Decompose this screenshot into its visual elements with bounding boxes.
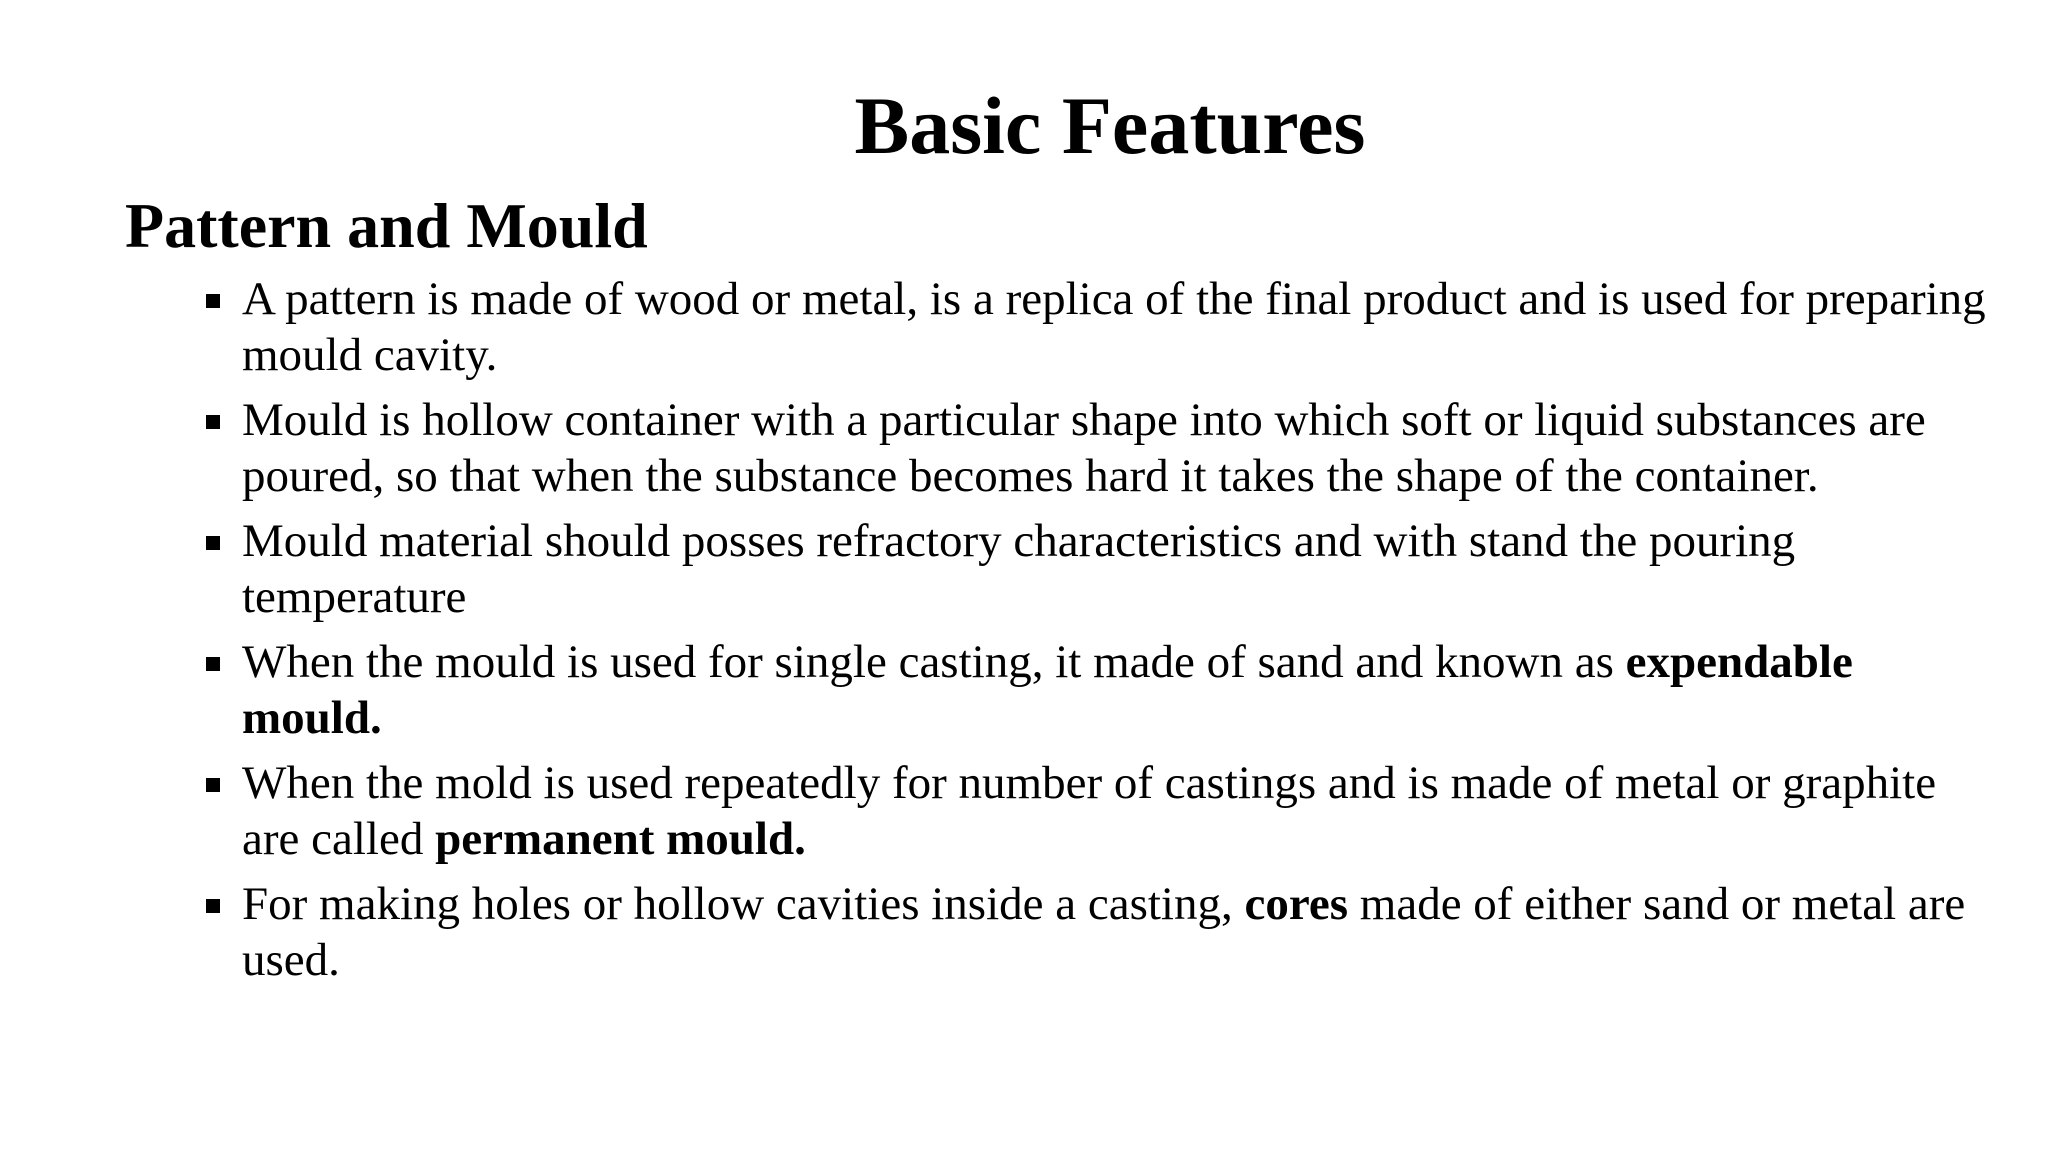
bullet-bold-term: permanent mould. [435,812,806,865]
bullet-item [200,877,1990,988]
bullet-list [200,272,1990,998]
bullet-item [200,393,1990,504]
bullet-text-after: made of either sand or metal are used. [242,878,1966,986]
square-bullet-icon [206,899,220,913]
slide-title: Basic Features [854,80,1366,171]
bullet-text: When the mold is used repeatedly for number of castings and is made of metal or graphite are called [242,757,1937,865]
section-heading: Pattern and Mould [125,190,648,261]
bullet-text: For making holes or hollow cavities inside a casting, [242,878,1245,930]
bullet-item [200,272,1990,383]
bullet-text: Mould is hollow container with a particular shape into which soft or liquid substances are poured, so that when the substance becomes hard it takes the shape of the container. [242,394,1926,502]
square-bullet-icon [206,415,220,429]
bullet-item [200,514,1990,625]
bullet-text: When the mould is used for single casting, it made of sand and known as [242,636,1626,688]
bullet-text: Mould material should posses refractory characteristics and with stand the pouring temperature [242,515,1796,623]
bullet-text: A pattern is made of wood or metal, is a replica of the final product and is used for preparing mould cavity. [242,273,1986,381]
bullet-bold-term: expendable mould. [242,636,1853,744]
square-bullet-icon [206,536,220,550]
square-bullet-icon [206,294,220,308]
square-bullet-icon [206,778,220,792]
square-bullet-icon [206,657,220,671]
bullet-item [200,756,1990,867]
bullet-bold-term: cores [1244,878,1349,930]
bullet-item [200,635,1990,746]
